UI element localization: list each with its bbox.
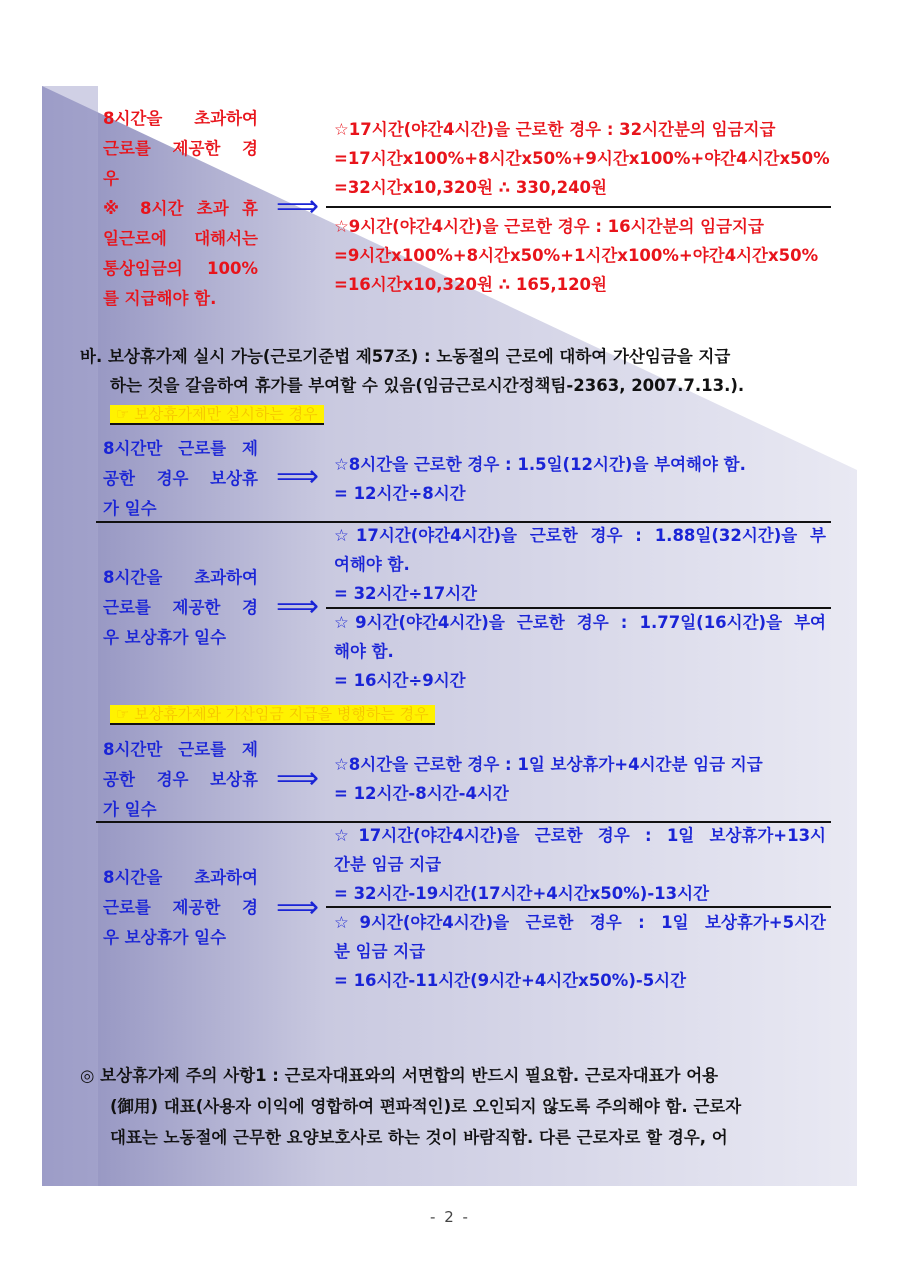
formula-line: 해야 함.: [334, 642, 394, 661]
formula-line: = 32시간÷17시간: [334, 584, 478, 603]
section-ba-line1: 바. 보상휴가제 실시 가능(근로기준법 제57조) : 노동절의 근로에 대하여 가산임금을 지급: [80, 347, 731, 366]
page-number: - 2 -: [430, 1208, 470, 1226]
label-line: 공한 경우 보상휴: [103, 469, 258, 488]
label-line: 우 보상휴가 일수: [103, 628, 227, 647]
block1-case-b: [334, 212, 834, 299]
label-line: 8시간을 초과하여: [103, 868, 258, 887]
formula-line: ☆17시간(야간4시간)을 근로한 경우 : 1일 보상휴가+13시: [334, 826, 826, 845]
formula-line: = 16시간-11시간(9시간+4시간x50%)-5시간: [334, 971, 687, 990]
formula-line: 간분 임금 지급: [334, 855, 442, 874]
formula-line: ☆8시간을 근로한 경우 : 1.5일(12시간)을 부여해야 함.: [334, 455, 746, 474]
formula-line: ☆8시간을 근로한 경우 : 1일 보상휴가+4시간분 임금 지급: [334, 755, 763, 774]
label-line: 근로를 제공한 경: [103, 598, 258, 617]
block2-row1-text: [334, 450, 834, 508]
label-line: 가 일수: [103, 499, 157, 518]
formula-line: =16시간x10,320원 ∴ 165,120원: [334, 275, 607, 294]
highlight-heading-1: ☞ 보상휴가제만 실시하는 경우: [110, 405, 324, 425]
label-line: 가 일수: [103, 800, 157, 819]
double-arrow-icon: ⟹: [276, 890, 320, 925]
block2-row2-text-b: [334, 608, 826, 695]
formula-line: = 12시간÷8시간: [334, 484, 466, 503]
formula-line: ☆17시간(야간4시간)을 근로한 경우 : 1.88일(32시간)을 부: [334, 526, 826, 545]
section-ba-line2: 하는 것을 갈음하여 휴가를 부여할 수 있음(임금근로시간정책팀-2363, 2007.7.13.).: [110, 376, 745, 395]
label-line: 8시간을 초과하여: [103, 109, 258, 128]
formula-line: =32시간x10,320원 ∴ 330,240원: [334, 178, 607, 197]
highlight-heading-1-wrap: [110, 402, 324, 426]
label-line: 통상임금의 100%: [103, 259, 258, 278]
formula-line: ☆9시간(야간4시간)을 근로한 경우 : 1.77일(16시간)을 부여: [334, 613, 826, 632]
block3-row2-text-b: [334, 908, 826, 995]
label-line: 8시간을 초과하여: [103, 568, 258, 587]
block3-row2-text-a: [334, 821, 826, 908]
formula-line: =9시간x100%+8시간x50%+1시간x100%+야간4시간x50%: [334, 246, 819, 265]
double-arrow-icon: ⟹: [276, 761, 320, 796]
block2-row2-label: [103, 563, 258, 653]
double-arrow-icon: ⟹: [276, 589, 320, 624]
label-line: 를 지급해야 함.: [103, 289, 217, 308]
block1-case-a: [334, 115, 834, 202]
formula-line: ☆9시간(야간4시간)을 근로한 경우 : 1일 보상휴가+5시간: [334, 913, 826, 932]
block3-row1-text: [334, 750, 834, 808]
label-line: 8시간만 근로를 제: [103, 439, 258, 458]
label-line: 우 보상휴가 일수: [103, 928, 227, 947]
note-line1: ◎ 보상휴가제 주의 사항1 : 근로자대표와의 서면합의 반드시 필요함. 근로자대표가 어용: [80, 1066, 719, 1085]
note-line2: (御用) 대표(사용자 이익에 영합하여 편파적인)로 오인되지 않도록 주의해야 함. 근로자: [110, 1097, 742, 1116]
label-line: ※ 8시간 초과 휴: [103, 199, 258, 218]
highlight-heading-2-wrap: [110, 702, 435, 726]
formula-line: = 12시간-8시간-4시간: [334, 784, 509, 803]
label-line: 근로를 제공한 경: [103, 139, 258, 158]
note-line3: 대표는 노동절에 근무한 요양보호사로 하는 것이 바람직함. 다른 근로자로 할 경우, 어: [110, 1128, 728, 1147]
block2-row1-label: [103, 434, 258, 524]
divider: [326, 206, 831, 208]
block3-row1-label: [103, 735, 258, 825]
formula-line: = 32시간-19시간(17시간+4시간x50%)-13시간: [334, 884, 710, 903]
section-ba: [80, 342, 840, 400]
label-line: 근로를 제공한 경: [103, 898, 258, 917]
formula-line: 분 임금 지급: [334, 942, 426, 961]
block2-row2-text-a: [334, 521, 826, 608]
label-line: 우: [103, 169, 119, 188]
block3-row2-label: [103, 863, 258, 953]
note-paragraph: [80, 1060, 840, 1153]
block1-left-label: [103, 104, 258, 314]
formula-line: =17시간x100%+8시간x50%+9시간x100%+야간4시간x50%: [334, 149, 830, 168]
formula-line: ☆17시간(야간4시간)을 근로한 경우 : 32시간분의 임금지급: [334, 120, 776, 139]
formula-line: 여해야 함.: [334, 555, 410, 574]
highlight-heading-2: ☞ 보상휴가제와 가산임금 지급을 병행하는 경우: [110, 705, 435, 725]
double-arrow-icon: ⟹: [276, 189, 320, 224]
label-line: 일근로에 대해서는: [103, 229, 258, 248]
formula-line: ☆9시간(야간4시간)을 근로한 경우 : 16시간분의 임금지급: [334, 217, 764, 236]
formula-line: = 16시간÷9시간: [334, 671, 466, 690]
double-arrow-icon: ⟹: [276, 459, 320, 494]
label-line: 8시간만 근로를 제: [103, 740, 258, 759]
label-line: 공한 경우 보상휴: [103, 770, 258, 789]
